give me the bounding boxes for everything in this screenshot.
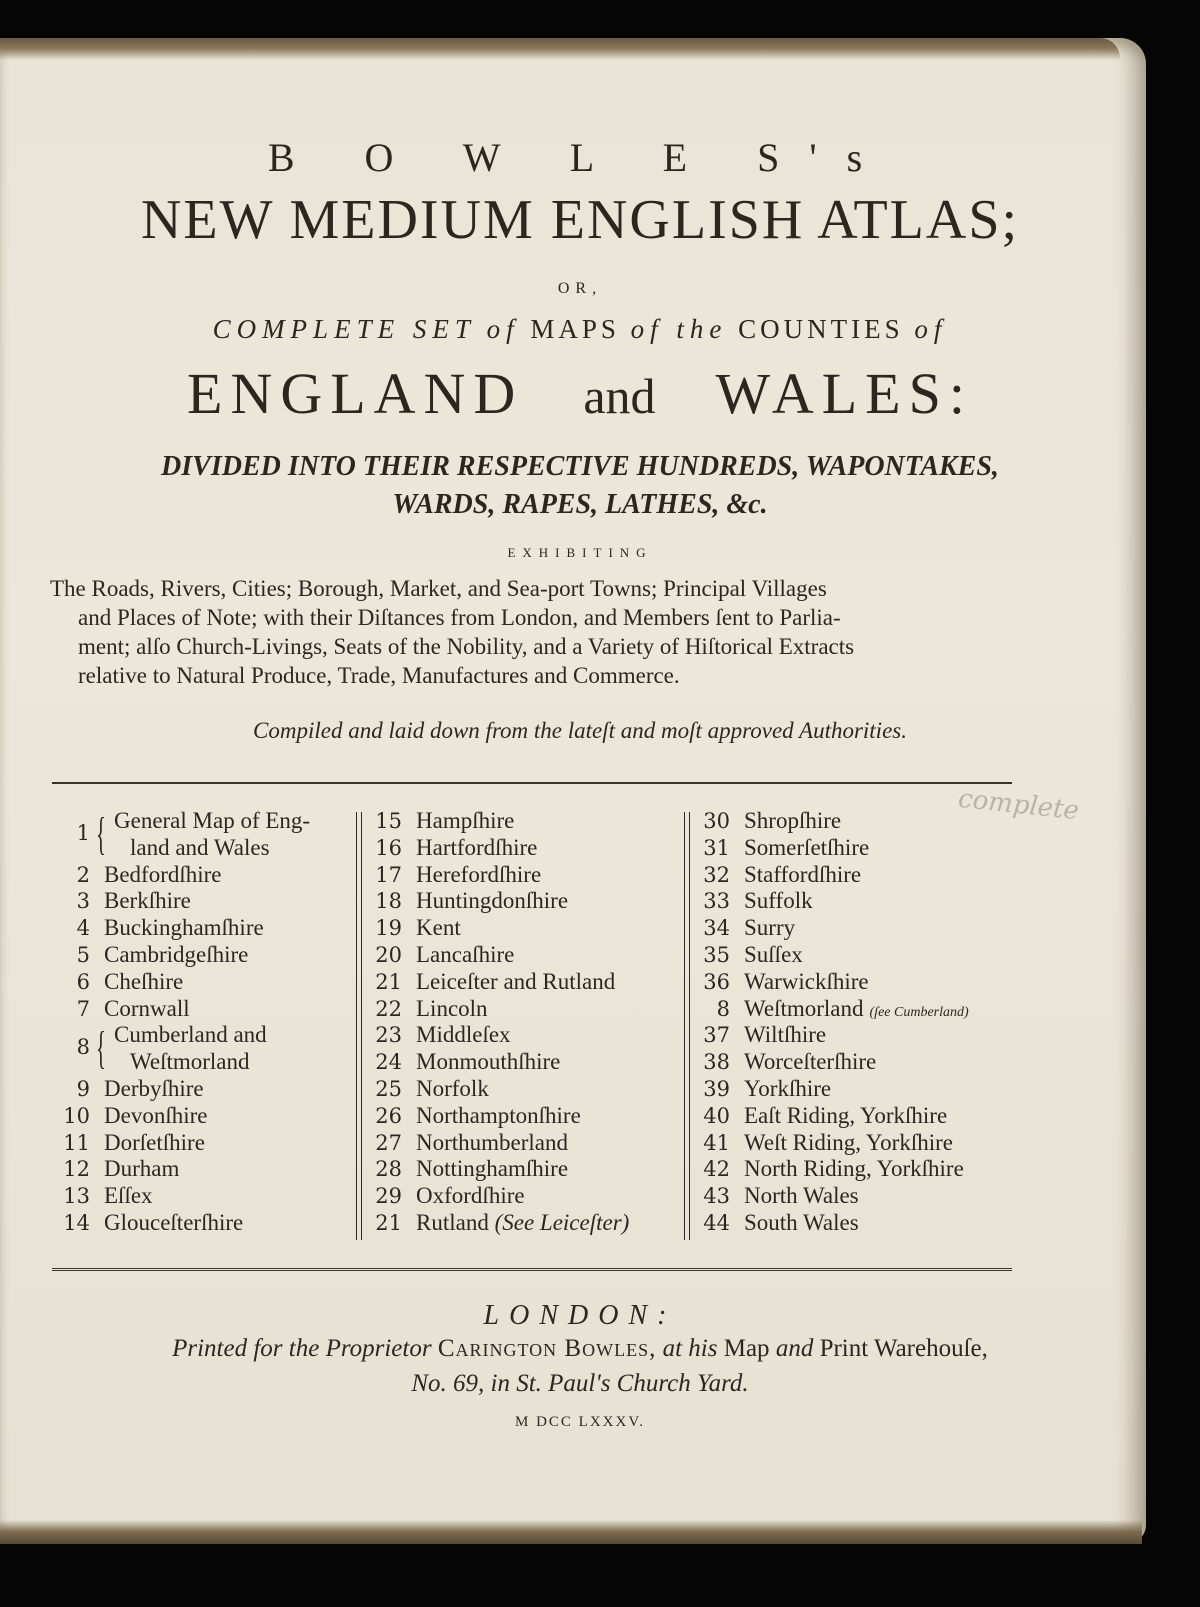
item-name: Huntingdonſhire (416, 888, 569, 914)
of-text-1: of (486, 314, 520, 344)
item-name: Derbyſhire (104, 1075, 204, 1101)
list-item (690, 808, 1020, 835)
item-name: Suffolk (744, 888, 813, 914)
list-item (50, 1183, 350, 1210)
item-name: Rutland (416, 1209, 489, 1235)
printed-for-text: Printed for the Proprietor (172, 1335, 432, 1362)
item-number: 44 (703, 1210, 730, 1235)
list-item (50, 1156, 350, 1183)
item-number: 11 (63, 1130, 90, 1155)
imprint-address: No. 69, in St. Paul's Church Yard. (411, 1370, 749, 1397)
item-number: 4 (76, 916, 90, 941)
contents-column-2 (362, 808, 662, 1237)
item-number: 28 (375, 1157, 402, 1182)
list-item (362, 1076, 662, 1103)
list-item (690, 1049, 1020, 1076)
item-number: 8 (716, 996, 730, 1021)
item-number: 2 (76, 862, 90, 887)
maps-text: MAPS (530, 314, 620, 344)
compiled-line: Compiled and laid down from the lateſt and moſt approved Authorities. (253, 718, 907, 743)
wales-text: WALES: (715, 361, 973, 426)
list-item (50, 888, 350, 915)
warehouse-text: Print Warehouſe, (819, 1335, 988, 1362)
list-item (362, 888, 662, 915)
title-england-wales (0, 360, 1160, 427)
item-name: Middleſex (416, 1022, 511, 1048)
list-item (690, 942, 1020, 969)
item-name: Norfolk (416, 1075, 489, 1101)
item-number: 36 (703, 969, 730, 994)
list-item (362, 915, 662, 942)
item-number: 8 (76, 1035, 90, 1060)
list-item (50, 862, 350, 889)
item-name: Nottinghamſhire (416, 1156, 569, 1182)
list-item (50, 996, 350, 1023)
list-item (50, 1103, 350, 1130)
item-number: 34 (703, 916, 730, 941)
item-name: Berkſhire (104, 888, 191, 914)
item-number: 32 (703, 862, 730, 887)
item-name: Surry (744, 915, 796, 941)
item-number: 17 (375, 862, 402, 887)
item-name: Durham (104, 1156, 180, 1182)
item-number: 18 (375, 889, 402, 914)
item-number: 25 (375, 1076, 402, 1101)
item-name: Weſt Riding, Yorkſhire (744, 1129, 953, 1155)
list-item (362, 862, 662, 889)
title-or: OR, (557, 280, 603, 297)
item-number: 43 (703, 1184, 730, 1209)
item-name: Yorkſhire (744, 1075, 832, 1101)
map-text: Map (723, 1335, 770, 1362)
item-name: Eaſt Riding, Yorkſhire (744, 1102, 948, 1128)
item-name: North Riding, Yorkſhire (744, 1156, 964, 1182)
item-number: 10 (63, 1103, 90, 1128)
item-name: Suſſex (744, 941, 803, 967)
england-text: ENGLAND (187, 361, 524, 426)
item-name: Weſtmorland (744, 995, 864, 1021)
item-number: 5 (76, 942, 90, 967)
paragraph-line: ment; alſo Church-Livings, Seats of the Nobility, and a Variety of Hiſtorical Extracts (78, 634, 855, 659)
item-name: Devonſhire (104, 1102, 208, 1128)
item-name: Herefordſhire (416, 861, 542, 887)
item-name: Cornwall (104, 995, 190, 1021)
item-name: Lincoln (416, 995, 488, 1021)
list-item (690, 915, 1020, 942)
list-item (362, 1049, 662, 1076)
brace-icon: { (96, 1022, 106, 1074)
list-item (690, 862, 1020, 889)
list-item (690, 996, 1020, 1023)
list-item (362, 1130, 662, 1157)
item-number: 37 (703, 1023, 730, 1048)
item-name: Leiceſter and Rutland (416, 968, 616, 994)
imprint-year: M DCC LXXXV. (515, 1414, 645, 1430)
divided-line-1: DIVIDED INTO THEIR RESPECTIVE HUNDREDS, WAPONTAKES, (161, 451, 999, 482)
list-item (50, 942, 350, 969)
brace-icon: { (96, 808, 106, 859)
item-number: 13 (63, 1184, 90, 1209)
item-reference: (See Leiceſter) (494, 1209, 630, 1235)
item-number: 1 (76, 821, 90, 845)
list-item (50, 808, 350, 862)
item-number: 30 (703, 809, 730, 833)
item-number: 21 (375, 1210, 402, 1235)
item-name: Dorſetſhire (104, 1129, 205, 1155)
and-text: and (775, 1335, 814, 1362)
item-name: Weſtmorland (130, 1049, 250, 1075)
list-item (690, 835, 1020, 862)
exhibiting-paragraph (50, 574, 1010, 690)
item-number: 26 (375, 1103, 402, 1128)
title-complete-set (0, 314, 1160, 345)
paragraph-line: The Roads, Rivers, Cities; Borough, Market, and Sea-port Towns; Principal Villages (50, 576, 827, 601)
list-item (690, 969, 1020, 996)
printer-name: Carington Bowles, (437, 1335, 657, 1362)
list-item (362, 835, 662, 862)
top-rule (52, 782, 1012, 784)
paragraph-line: relative to Natural Produce, Trade, Manufactures and Commerce. (78, 663, 680, 688)
list-item (50, 969, 350, 996)
item-name: Lancaſhire (416, 941, 515, 967)
list-item (362, 1103, 662, 1130)
item-name: Warwickſhire (744, 968, 869, 994)
list-item (690, 1156, 1020, 1183)
list-item (362, 996, 662, 1023)
title-divided (0, 448, 1160, 524)
item-name: land and Wales (130, 834, 270, 860)
list-item (690, 888, 1020, 915)
item-number: 3 (76, 889, 90, 914)
item-name: General Map of Eng- (114, 808, 311, 833)
item-number: 40 (703, 1103, 730, 1128)
item-reference: (ſee Cumberland) (869, 1004, 969, 1020)
item-number: 21 (375, 969, 402, 994)
exhibiting-label: EXHIBITING (507, 545, 653, 560)
list-item (50, 1022, 350, 1076)
list-item (362, 808, 662, 835)
item-name: Hartfordſhire (416, 834, 538, 860)
pencil-annotation: complete (956, 783, 1081, 827)
list-item (690, 1210, 1020, 1237)
list-item (50, 1210, 350, 1237)
list-item (50, 1130, 350, 1157)
item-number: 39 (703, 1076, 730, 1101)
item-number: 15 (375, 809, 402, 833)
imprint-london: LONDON: (483, 1300, 677, 1331)
item-number: 12 (63, 1157, 90, 1182)
item-number: 41 (703, 1130, 730, 1155)
list-item (690, 1130, 1020, 1157)
list-item (362, 1156, 662, 1183)
list-item (50, 1076, 350, 1103)
item-name: Northumberland (416, 1129, 569, 1155)
and-text: and (583, 368, 656, 424)
list-item (362, 942, 662, 969)
list-item (690, 1076, 1020, 1103)
item-number: 22 (375, 996, 402, 1021)
of-text-2: of (914, 314, 948, 344)
contents-column-1 (50, 808, 350, 1237)
imprint-printed (0, 1335, 1160, 1363)
item-number: 16 (375, 835, 402, 860)
page-bottom-edge (0, 1520, 1142, 1544)
list-item (362, 1183, 662, 1210)
item-name: Monmouthſhire (416, 1049, 561, 1075)
item-name: Shropſhire (744, 808, 842, 833)
item-name: Hampſhire (416, 808, 515, 833)
item-name: Bedfordſhire (104, 861, 222, 887)
item-name: Cumberland and (114, 1022, 267, 1048)
item-number: 20 (375, 942, 402, 967)
item-number: 27 (375, 1130, 402, 1155)
item-number: 42 (703, 1157, 730, 1182)
list-item (690, 1103, 1020, 1130)
list-item (690, 1022, 1020, 1049)
contents-column-3 (690, 808, 1020, 1237)
item-name: Glouceſterſhire (104, 1209, 244, 1235)
counties-text: COUNTIES (738, 314, 904, 344)
of-the-text: of the (630, 314, 728, 344)
item-number: 38 (703, 1050, 730, 1075)
title-bowles: B O W L E S's (267, 135, 893, 180)
item-number: 19 (375, 916, 402, 941)
bottom-rule (52, 1268, 1012, 1275)
at-his-text: at his (662, 1335, 718, 1362)
paragraph-line: and Places of Note; with their Diſtances from London, and Members ſent to Parlia- (78, 605, 841, 630)
item-number: 29 (375, 1184, 402, 1209)
item-number: 9 (76, 1076, 90, 1101)
item-name: Cambridgeſhire (104, 941, 249, 967)
item-name: Kent (416, 915, 461, 941)
item-name: Eſſex (104, 1183, 153, 1209)
item-number: 23 (375, 1023, 402, 1048)
list-item (50, 915, 350, 942)
list-item (362, 1210, 662, 1237)
page-top-edge (0, 38, 1120, 60)
complete-set-text: COMPLETE SET (212, 314, 476, 344)
item-number: 35 (703, 942, 730, 967)
item-number: 14 (63, 1210, 90, 1235)
item-name: Cheſhire (104, 968, 184, 994)
item-number: 24 (375, 1050, 402, 1075)
title-atlas: NEW MEDIUM ENGLISH ATLAS; (140, 189, 1020, 251)
item-name: Staffordſhire (744, 861, 862, 887)
item-name: Buckinghamſhire (104, 915, 264, 941)
item-name: Wiltſhire (744, 1022, 827, 1048)
item-name: Oxfordſhire (416, 1183, 525, 1209)
item-number: 6 (76, 969, 90, 994)
item-name: South Wales (744, 1209, 859, 1235)
item-name: Worceſterſhire (744, 1049, 877, 1075)
item-number: 7 (76, 996, 90, 1021)
item-number: 33 (703, 889, 730, 914)
divided-line-2: WARDS, RAPES, LATHES, &c. (392, 489, 768, 520)
list-item (362, 1022, 662, 1049)
item-name: North Wales (744, 1183, 859, 1209)
list-item (362, 969, 662, 996)
list-item (690, 1183, 1020, 1210)
item-number: 31 (703, 835, 730, 860)
item-name: Somerſetſhire (744, 834, 870, 860)
item-name: Northamptonſhire (416, 1102, 581, 1128)
